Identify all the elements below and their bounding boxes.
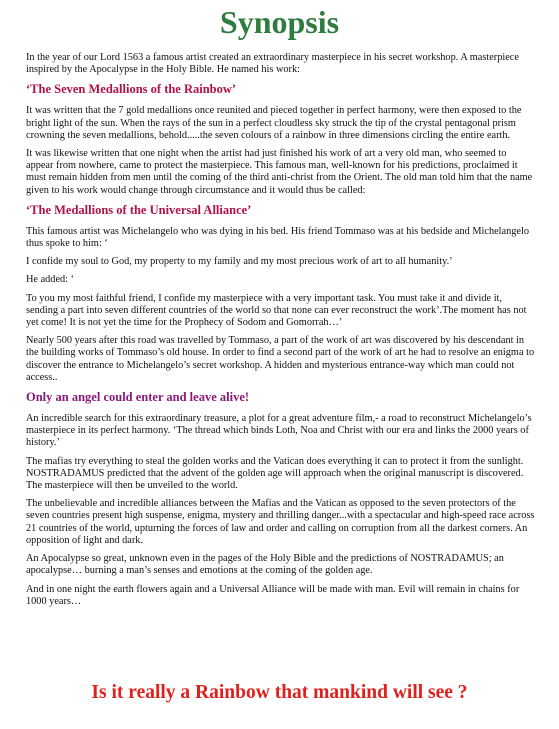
paragraph-confide-soul: I confide my soul to God, my property to my family and my most precious work of art to all humanity.’ bbox=[26, 256, 453, 268]
synopsis-body bbox=[26, 52, 536, 614]
paragraph-he-added: He added: ‘ bbox=[26, 274, 75, 286]
paragraph-apocalypse: An Apocalypse so great, unknown even in the pages of the Holy Bible and the predictions of NOSTRADAMUS; an apocalypse… burning a man’s senses and emotions at the coming of the golden age. bbox=[26, 553, 504, 577]
paragraph-alliances: The unbelievable and incredible alliances between the Mafias and the Vatican as opposed to the seven protectors of the seven countries present high suspense, enigma, mystery and thrilling danger...with a spectacular and high-speed race across 21 countries of the world, upturning the forces of law and order and calling on corruption from all the darkest corners. An opposition of light and dark. bbox=[26, 498, 535, 546]
paragraph-earth-flowers: And in one night the earth flowers again and a Universal Alliance will be made with man. Evil will remain in chains for 1000 years… bbox=[26, 583, 520, 607]
closing-question: Is it really a Rainbow that mankind will see ? bbox=[91, 682, 468, 703]
paragraph-michelangelo: This famous artist was Michelangelo who was dying in his bed. His friend Tommaso was at his bedside and Michelangelo thus spoke to him: ‘ bbox=[26, 225, 529, 250]
paragraph-mafias: The mafias try everything to steal the golden works and the Vatican does everything it can to protect it from the sunlight. NOSTRADAMUS predicted that the advent of the golden age will approach when the original manuscript is discovered. The masterpiece will then be unveiled to the world. bbox=[26, 455, 524, 492]
paragraph-medallions: It was written that the 7 gold medallions once reunited and pieced together in perfect harmony, were then exposed to the bright light of the sun. When the rays of the sun in a perfect cloudless sky struck the tip of the crystal pentagonal prism crowning the seven medallions, behold.....the seven colours of a rainbow in three dimensions circling the entire earth. bbox=[26, 105, 522, 141]
paragraph-faithful-friend: To you my most faithful friend, I confide my masterpiece with a very important task. You must take it and divide it, sending a part into seven different countries of the world so that none can ever reconstruct the work’.The moment has not yet come! It is not yet the time for the Prophecy of Sodom and Gomorrah…’ bbox=[26, 292, 527, 329]
heading-universal-alliance: ‘The Medallions of the Universal Alliance’ bbox=[26, 202, 252, 217]
intro-paragraph: In the year of our Lord 1563 a famous artist created an extraordinary masterpiece in his secret workshop. A masterpiece inspired by the Apocalypse in the Holy Bible. He named his work: bbox=[26, 52, 519, 76]
paragraph-search: An incredible search for this extraordinary treasure, a plot for a great adventure film,- a road to reconstruct Michelangelo’s masterpiece in its perfect harmony. ‘The thread which binds Loth, Noa and Christ with our era and links the 2000 years of history.’ bbox=[26, 413, 532, 449]
heading-seven-medallions: ‘The Seven Medallions of the Rainbow’ bbox=[26, 82, 237, 97]
heading-angel: Only an angel could enter and leave alive! bbox=[26, 390, 250, 405]
page-title: Synopsis bbox=[219, 4, 340, 40]
paragraph-descendant: Nearly 500 years after this road was travelled by Tommaso, a part of the work of art was discovered by his descendant in the building works of Tommaso’s old house. In order to find a second part of the work of art he had to resolve an enigma to discover the entrance to Michelangelo’s secret workshop. A hidden and mysterious entrance-way which man could not access.. bbox=[26, 335, 535, 383]
paragraph-old-man: It was likewise written that one night when the artist had just finished his work of art a very old man, who seemed to appear from nowhere, came to protect the masterpiece. This famous man, well-known for his predictions, proclaimed it must remain hidden from men until the coming of the third anti-christ from the Orient. The old man told him that the name given to his work would change through circumstance and it would thus be called: bbox=[26, 148, 533, 196]
